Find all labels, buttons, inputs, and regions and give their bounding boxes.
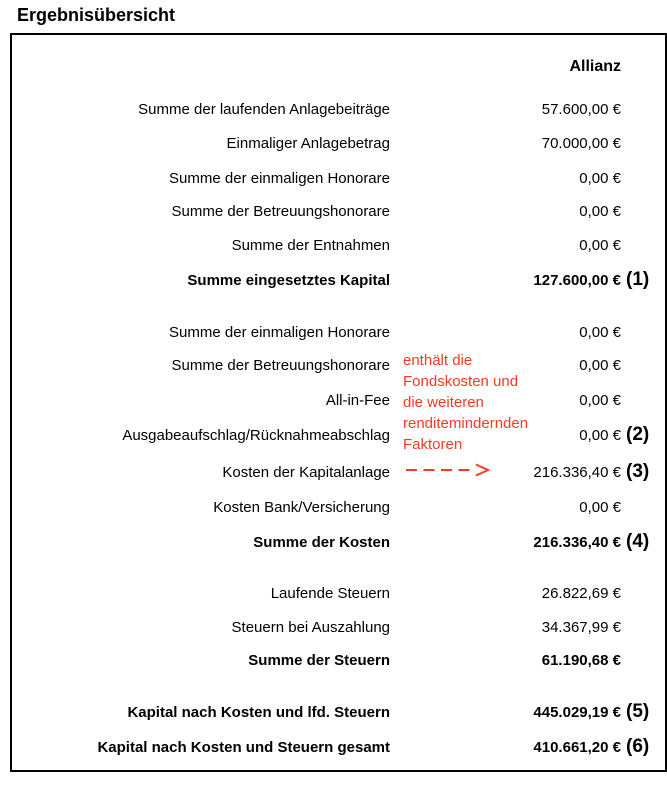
results-table bbox=[10, 33, 667, 772]
annotation-line: Fondskosten und bbox=[403, 373, 519, 390]
row-value: 61.190,68 € bbox=[541, 651, 621, 669]
table-row bbox=[12, 425, 665, 445]
row-label: Kosten Bank/Versicherung bbox=[213, 498, 390, 516]
row-value: 0,00 € bbox=[579, 169, 621, 187]
row-label: Summe der Betreuungshonorare bbox=[171, 356, 390, 374]
annotation-line: renditemindernden bbox=[403, 415, 529, 432]
table-row bbox=[12, 497, 665, 517]
annotation-line: die weiteren bbox=[403, 394, 484, 411]
row-marker: (4) bbox=[626, 531, 650, 552]
row-value: 0,00 € bbox=[579, 426, 621, 444]
row-value: 26.822,69 € bbox=[541, 584, 621, 602]
table-row bbox=[12, 235, 665, 255]
table-row bbox=[12, 583, 665, 603]
row-marker: (3) bbox=[626, 461, 650, 482]
row-value: 0,00 € bbox=[579, 356, 621, 374]
table-row-total bbox=[12, 650, 665, 670]
table-row-total bbox=[12, 270, 665, 290]
row-label: All-in-Fee bbox=[325, 391, 390, 409]
row-label: Kapital nach Kosten und Steuern gesamt bbox=[97, 738, 390, 756]
column-header-row bbox=[12, 57, 665, 77]
row-label: Summe der Kosten bbox=[253, 533, 390, 551]
row-marker: (6) bbox=[626, 736, 650, 757]
table-row bbox=[12, 168, 665, 188]
table-row-total bbox=[12, 737, 665, 757]
table-row-total bbox=[12, 532, 665, 552]
table-row bbox=[12, 355, 665, 375]
row-value: 0,00 € bbox=[579, 498, 621, 516]
table-row bbox=[12, 462, 665, 482]
row-label: Steuern bei Auszahlung bbox=[231, 618, 390, 636]
row-value: 0,00 € bbox=[579, 323, 621, 341]
annotation-line: enthält die bbox=[403, 352, 473, 369]
row-marker: (1) bbox=[626, 269, 650, 290]
row-label: Summe der Steuern bbox=[248, 651, 390, 669]
row-label: Ausgabeaufschlag/Rücknahmeabschlag bbox=[122, 426, 390, 444]
annotation-line: Faktoren bbox=[403, 436, 463, 453]
row-value: 216.336,40 € bbox=[533, 533, 621, 551]
dashed-arrow-icon bbox=[405, 463, 493, 477]
table-row bbox=[12, 390, 665, 410]
row-marker: (2) bbox=[626, 424, 650, 445]
row-label: Summe der laufenden Anlagebeiträge bbox=[138, 100, 390, 118]
row-marker: (5) bbox=[626, 701, 650, 722]
table-row bbox=[12, 201, 665, 221]
row-label: Einmaliger Anlagebetrag bbox=[226, 134, 390, 152]
row-value: 410.661,20 € bbox=[533, 738, 621, 756]
row-value: 445.029,19 € bbox=[533, 703, 621, 721]
row-label: Summe der einmaligen Honorare bbox=[169, 323, 390, 341]
table-row bbox=[12, 617, 665, 637]
row-value: 34.367,99 € bbox=[541, 618, 621, 636]
page-title: Ergebnisübersicht bbox=[17, 5, 176, 25]
table-row-total bbox=[12, 702, 665, 722]
column-header-allianz: Allianz bbox=[569, 58, 621, 75]
row-value: 70.000,00 € bbox=[541, 134, 621, 152]
table-row bbox=[12, 322, 665, 342]
row-label: Summe der Betreuungshonorare bbox=[171, 202, 390, 220]
table-row bbox=[12, 99, 665, 119]
table-row bbox=[12, 133, 665, 153]
row-value: 0,00 € bbox=[579, 391, 621, 409]
row-label: Summe der Entnahmen bbox=[231, 236, 390, 254]
row-label: Summe der einmaligen Honorare bbox=[169, 169, 390, 187]
row-label: Kapital nach Kosten und lfd. Steuern bbox=[127, 703, 390, 721]
row-label: Summe eingesetztes Kapital bbox=[187, 271, 390, 289]
row-value: 0,00 € bbox=[579, 236, 621, 254]
cost-annotation bbox=[403, 350, 553, 455]
row-label: Kosten der Kapitalanlage bbox=[222, 463, 390, 481]
row-value: 216.336,40 € bbox=[533, 463, 621, 481]
row-label: Laufende Steuern bbox=[270, 584, 390, 602]
row-value: 127.600,00 € bbox=[533, 271, 621, 289]
row-value: 57.600,00 € bbox=[541, 100, 621, 118]
row-value: 0,00 € bbox=[579, 202, 621, 220]
